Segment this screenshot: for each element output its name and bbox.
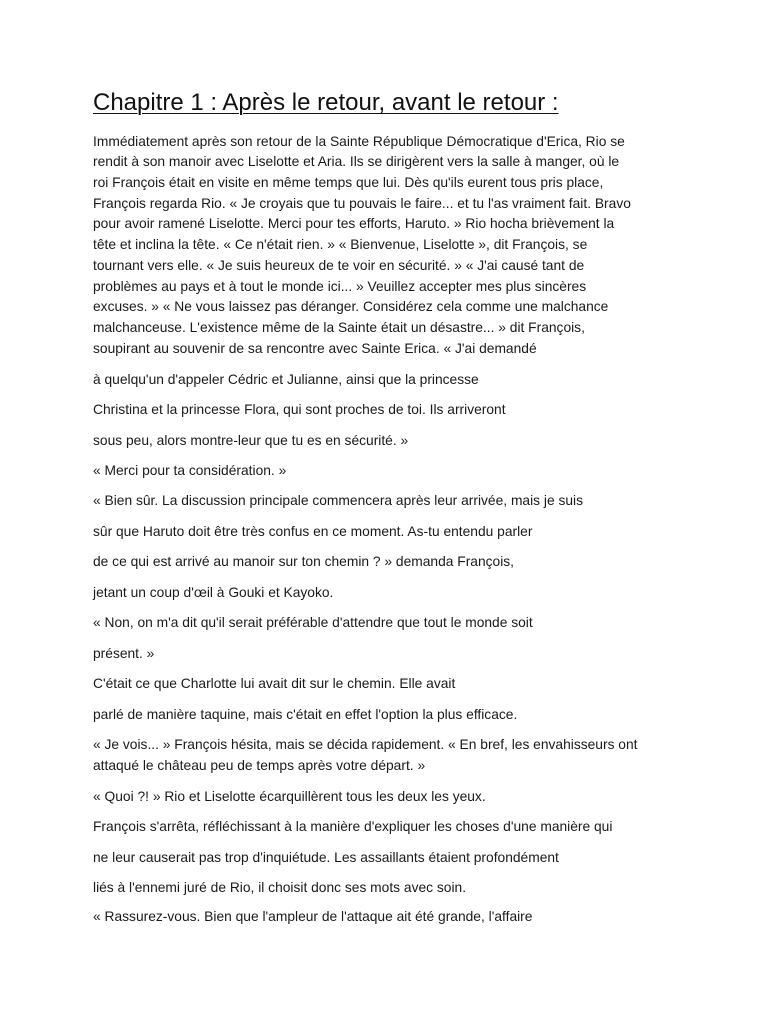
text-line: pour avoir ramené Liselotte. Merci pour tes efforts, Haruto. » Rio hocha brièvement la	[93, 216, 615, 231]
text-line: rendit à son manoir avec Liselotte et Aria. Ils se dirigèrent vers la salle à manger, où le	[93, 154, 620, 169]
text-line: malchanceuse. L'existence même de la Sainte était un désastre... » dit François,	[93, 320, 585, 335]
text-line: Christina et la princesse Flora, qui sont proches de toi. Ils arriveront	[93, 402, 506, 417]
text-line: parlé de manière taquine, mais c'était en effet l'option la plus efficace.	[93, 707, 518, 722]
text-line: tête et inclina la tête. « Ce n'était rien. » « Bienvenue, Liselotte », dit François, se	[93, 237, 588, 252]
text-line: « Rassurez-vous. Bien que l'ampleur de l'attaque ait été grande, l'affaire	[93, 909, 533, 924]
text-line: « Quoi ?! » Rio et Liselotte écarquillèrent tous les deux les yeux.	[93, 789, 486, 804]
text-line: C'était ce que Charlotte lui avait dit sur le chemin. Elle avait	[93, 676, 456, 691]
text-line: soupirant au souvenir de sa rencontre avec Sainte Erica. « J'ai demandé	[93, 341, 537, 356]
text-line: ne leur causerait pas trop d'inquiétude. Les assaillants étaient profondément	[93, 850, 559, 865]
text-line: « Non, on m'a dit qu'il serait préférable d'attendre que tout le monde soit	[93, 615, 533, 630]
text-line: sûr que Haruto doit être très confus en ce moment. As-tu entendu parler	[93, 524, 533, 539]
text-line: présent. »	[93, 646, 155, 661]
chapter-title: Chapitre 1 : Après le retour, avant le retour :	[93, 89, 559, 116]
text-line: « Je vois... » François hésita, mais se décida rapidement. « En bref, les envahisseurs ont	[93, 737, 638, 752]
text-line: sous peu, alors montre-leur que tu es en sécurité. »	[93, 433, 409, 448]
text-line: problèmes au pays et à tout le monde ici... » Veuillez accepter mes plus sincères	[93, 279, 587, 294]
text-line: « Bien sûr. La discussion principale commencera après leur arrivée, mais je suis	[93, 493, 584, 508]
text-line: à quelqu'un d'appeler Cédric et Julianne, ainsi que la princesse	[93, 372, 479, 387]
text-line: attaqué le château peu de temps après votre départ. »	[93, 758, 426, 773]
text-line: François s'arrêta, réfléchissant à la manière d'expliquer les choses d'une manière qui	[93, 819, 613, 834]
text-line: François regarda Rio. « Je croyais que tu pouvais le faire... et tu l'as vraiment fait. Bravo	[93, 196, 631, 211]
text-line: « Merci pour ta considération. »	[93, 463, 287, 478]
text-line: tournant vers elle. « Je suis heureux de te voir en sécurité. » « J'ai causé tant de	[93, 258, 585, 273]
text-line: excuses. » « Ne vous laissez pas déranger. Considérez cela comme une malchance	[93, 299, 609, 314]
text-line: de ce qui est arrivé au manoir sur ton chemin ? » demanda François,	[93, 554, 515, 569]
text-line: liés à l'ennemi juré de Rio, il choisit donc ses mots avec soin.	[93, 880, 467, 895]
text-line: roi François était en visite en même temps que lui. Dès qu'ils eurent tous pris place,	[93, 175, 604, 190]
text-line: jetant un coup d'œil à Gouki et Kayoko.	[93, 585, 334, 600]
text-line: Immédiatement après son retour de la Sainte République Démocratique d'Erica, Rio se	[93, 134, 625, 149]
